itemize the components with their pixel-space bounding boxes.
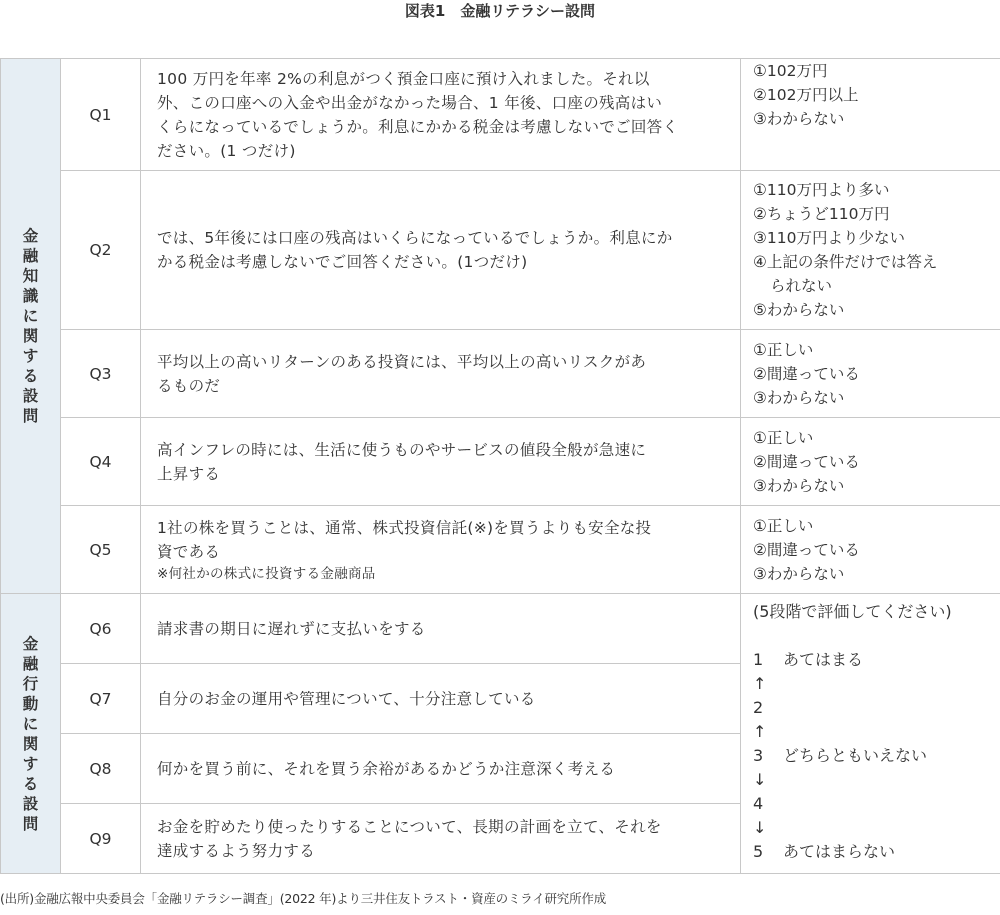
table-row-q3 bbox=[1, 330, 1000, 418]
group-label-behavior: 金 融 行 動 に 関 す る 設 問 bbox=[1, 594, 61, 874]
option: ③わからない bbox=[753, 388, 845, 407]
question-text: では、5年後には口座の残高はいくらになっているでしょうか。利息にか かる税金は考慮しないでご回答ください。(1つだけ) bbox=[141, 171, 741, 330]
question-number: Q7 bbox=[61, 664, 141, 734]
option: ①110万円より多い bbox=[753, 181, 890, 199]
group-label-knowledge: 金 融 知 識 に 関 す る 設 問 bbox=[1, 59, 61, 594]
question-text: 平均以上の高いリターンのある投資には、平均以上の高いリスクがあ るものだ bbox=[141, 330, 741, 418]
answer-options bbox=[741, 418, 1000, 506]
source-note: (出所)金融広報中央委員会「金融リテラシー調査」(2022 年)より三井住友トラスト・資産のミライ研究所作成 bbox=[0, 891, 606, 906]
figure-title: 図表1 金融リテラシー設問 bbox=[404, 2, 596, 20]
question-text: 何かを買う前に、それを買う余裕があるかどうか注意深く考える bbox=[141, 734, 741, 804]
option: ①102万円 bbox=[753, 62, 828, 80]
answer-options bbox=[741, 330, 1000, 418]
question-text: 高インフレの時には、生活に使うものやサービスの値段全般が急速に 上昇する bbox=[141, 418, 741, 506]
scale-instruction: (5段階で評価してください) bbox=[753, 602, 952, 621]
scale-row: 5 あてはまらない bbox=[753, 842, 896, 861]
question-number: Q4 bbox=[61, 418, 141, 506]
scale-arrow: ↓ bbox=[753, 770, 767, 789]
question-number: Q2 bbox=[61, 171, 141, 330]
answer-options bbox=[741, 171, 1000, 330]
rating-scale bbox=[741, 594, 1000, 874]
table-row-q2 bbox=[1, 171, 1000, 330]
question-number: Q6 bbox=[61, 594, 141, 664]
scale-row: 4 bbox=[753, 794, 764, 813]
option: ①正しい bbox=[753, 428, 814, 447]
table-row-q1 bbox=[1, 59, 1000, 171]
question-note: ※何社かの株式に投資する金融商品 bbox=[157, 565, 376, 582]
scale-row: 3 どちらともいえない bbox=[753, 746, 928, 765]
option: ②間違っている bbox=[753, 540, 860, 559]
question-text: 1社の株を買うことは、通常、株式投資信託(※)を買うよりも安全な投 資である ※何社かの株式に投資する金融商品 bbox=[141, 506, 741, 594]
scale-arrow: ↓ bbox=[753, 818, 767, 837]
table-row-q4 bbox=[1, 418, 1000, 506]
question-number: Q5 bbox=[61, 506, 141, 594]
option: ①正しい bbox=[753, 340, 814, 359]
option: ③わからない bbox=[753, 476, 845, 495]
option-continuation: られない bbox=[770, 277, 833, 295]
option: ②102万円以上 bbox=[753, 86, 859, 104]
question-text: 請求書の期日に遅れずに支払いをする bbox=[141, 594, 741, 664]
scale-arrow: ↑ bbox=[753, 722, 767, 741]
option: ①正しい bbox=[753, 516, 814, 535]
scale-row: 2 bbox=[753, 698, 764, 717]
option: ③わからない bbox=[753, 110, 845, 128]
question-number: Q8 bbox=[61, 734, 141, 804]
option: ⑤わからない bbox=[753, 301, 845, 319]
option: ④上記の条件だけでは答え bbox=[753, 253, 938, 271]
option: ②ちょうど110万円 bbox=[753, 205, 890, 223]
option: ③わからない bbox=[753, 564, 845, 583]
question-text: 自分のお金の運用や管理について、十分注意している bbox=[141, 664, 741, 734]
option: ②間違っている bbox=[753, 364, 860, 383]
question-number: Q9 bbox=[61, 804, 141, 874]
scale-row: 1 あてはまる bbox=[753, 650, 864, 669]
table-row-q5 bbox=[1, 506, 1000, 594]
survey-table bbox=[0, 58, 1000, 874]
question-number: Q3 bbox=[61, 330, 141, 418]
option: ②間違っている bbox=[753, 452, 860, 471]
scale-arrow: ↑ bbox=[753, 674, 767, 693]
question-text: 100 万円を年率 2%の利息がつく預金口座に預け入れました。それ以 外、この口座への入金や出金がなかった場合、1 年後、口座の残高はい くらになっているでしょうか。利息にかかる税金は考慮しないでご回答く ださい。(1 つだけ) bbox=[141, 59, 741, 171]
answer-options bbox=[741, 506, 1000, 594]
question-text: お金を貯めたり使ったりすることについて、長期の計画を立て、それを 達成するよう努力する bbox=[141, 804, 741, 874]
question-number: Q1 bbox=[61, 59, 141, 171]
option: ③110万円より少ない bbox=[753, 229, 905, 247]
table-row-q6 bbox=[1, 594, 1000, 664]
answer-options bbox=[741, 59, 1000, 171]
